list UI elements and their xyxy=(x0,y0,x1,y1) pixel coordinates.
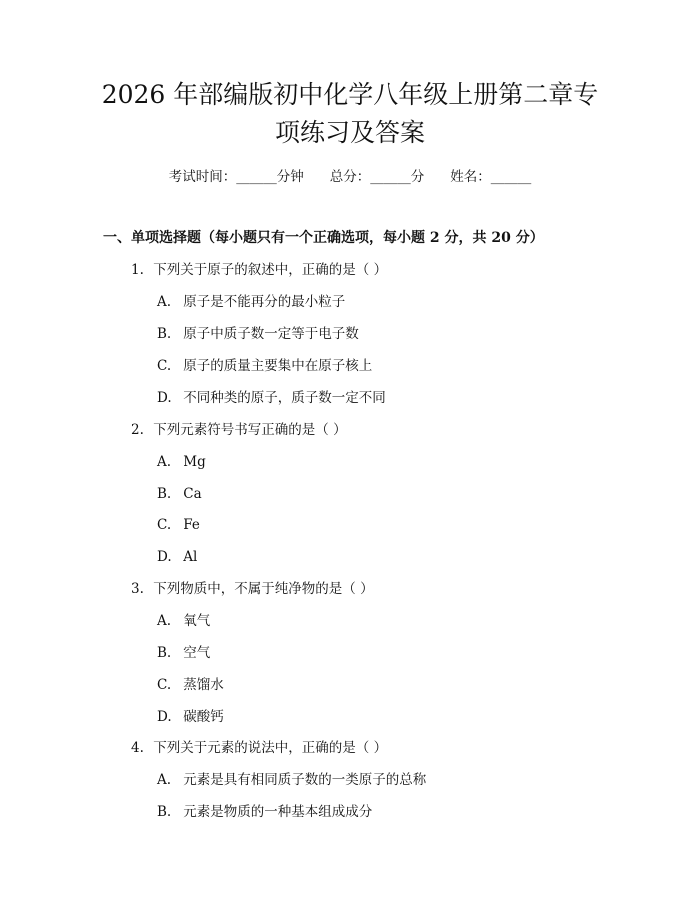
question-number: 3. xyxy=(131,581,144,597)
option-text: 氧气 xyxy=(183,613,211,629)
question-2-option-c xyxy=(157,515,200,535)
option-letter: D. xyxy=(157,549,172,565)
exam-info-row xyxy=(0,167,700,187)
question-3-option-d xyxy=(157,707,224,727)
question-4-option-a xyxy=(157,770,426,790)
option-letter: B. xyxy=(157,326,172,342)
option-text: 碳酸钙 xyxy=(183,709,224,725)
option-letter: B. xyxy=(157,804,172,820)
total-score-field: 总分：______分 xyxy=(329,169,425,185)
question-text: 下列关于原子的叙述中，正确的是（ ） xyxy=(153,262,388,278)
question-1-option-a xyxy=(157,292,345,312)
exam-time-field: 考试时间：______分钟 xyxy=(168,169,304,185)
option-text: 元素是具有相同质子数的一类原子的总称 xyxy=(183,772,427,788)
question-3 xyxy=(131,579,374,599)
option-letter: D. xyxy=(157,390,172,406)
question-number: 4. xyxy=(131,740,144,756)
question-3-option-c xyxy=(157,675,224,695)
option-letter: A. xyxy=(157,454,172,470)
question-1-option-d xyxy=(157,388,386,408)
question-2-option-d xyxy=(157,547,197,567)
option-letter: C. xyxy=(157,517,172,533)
option-letter: B. xyxy=(157,645,172,661)
option-text: 元素是物质的一种基本组成成分 xyxy=(183,804,373,820)
question-4 xyxy=(131,738,387,758)
option-letter: D. xyxy=(157,709,172,725)
option-letter: B. xyxy=(157,486,172,502)
option-letter: C. xyxy=(157,358,172,374)
option-letter: A. xyxy=(157,772,172,788)
option-text: Ca xyxy=(183,486,202,502)
option-text: 空气 xyxy=(183,645,211,661)
option-letter: A. xyxy=(157,294,172,310)
option-text: 蒸馏水 xyxy=(183,677,224,693)
question-2 xyxy=(131,420,347,440)
title-line-2: 项练习及答案 xyxy=(274,118,425,147)
option-text: Fe xyxy=(183,517,200,533)
question-number: 2. xyxy=(131,422,144,438)
option-text: 不同种类的原子，质子数一定不同 xyxy=(183,390,386,406)
option-text: Mg xyxy=(183,454,206,470)
document-title xyxy=(60,76,640,152)
option-text: 原子是不能再分的最小粒子 xyxy=(183,294,346,310)
question-1 xyxy=(131,260,387,280)
question-2-option-b xyxy=(157,484,202,504)
option-text: 原子中质子数一定等于电子数 xyxy=(183,326,359,342)
option-text: Al xyxy=(183,549,198,565)
question-4-option-b xyxy=(157,802,372,822)
option-letter: C. xyxy=(157,677,172,693)
option-letter: A. xyxy=(157,613,172,629)
question-text: 下列物质中，不属于纯净物的是（ ） xyxy=(153,581,374,597)
option-text: 原子的质量主要集中在原子核上 xyxy=(183,358,373,374)
question-text: 下列关于元素的说法中，正确的是（ ） xyxy=(153,740,388,756)
student-name-field: 姓名：______ xyxy=(450,169,532,185)
question-3-option-b xyxy=(157,643,210,663)
title-line-1: 2026 年部编版初中化学八年级上册第二章专 xyxy=(101,80,599,109)
section-heading-single-choice: 一、单项选择题（每小题只有一个正确选项，每小题 2 分，共 20 分） xyxy=(103,230,544,246)
question-2-option-a xyxy=(157,452,206,472)
question-3-option-a xyxy=(157,611,210,631)
question-text: 下列元素符号书写正确的是（ ） xyxy=(153,422,347,438)
question-1-option-b xyxy=(157,324,359,344)
question-number: 1. xyxy=(131,262,144,278)
question-1-option-c xyxy=(157,356,372,376)
